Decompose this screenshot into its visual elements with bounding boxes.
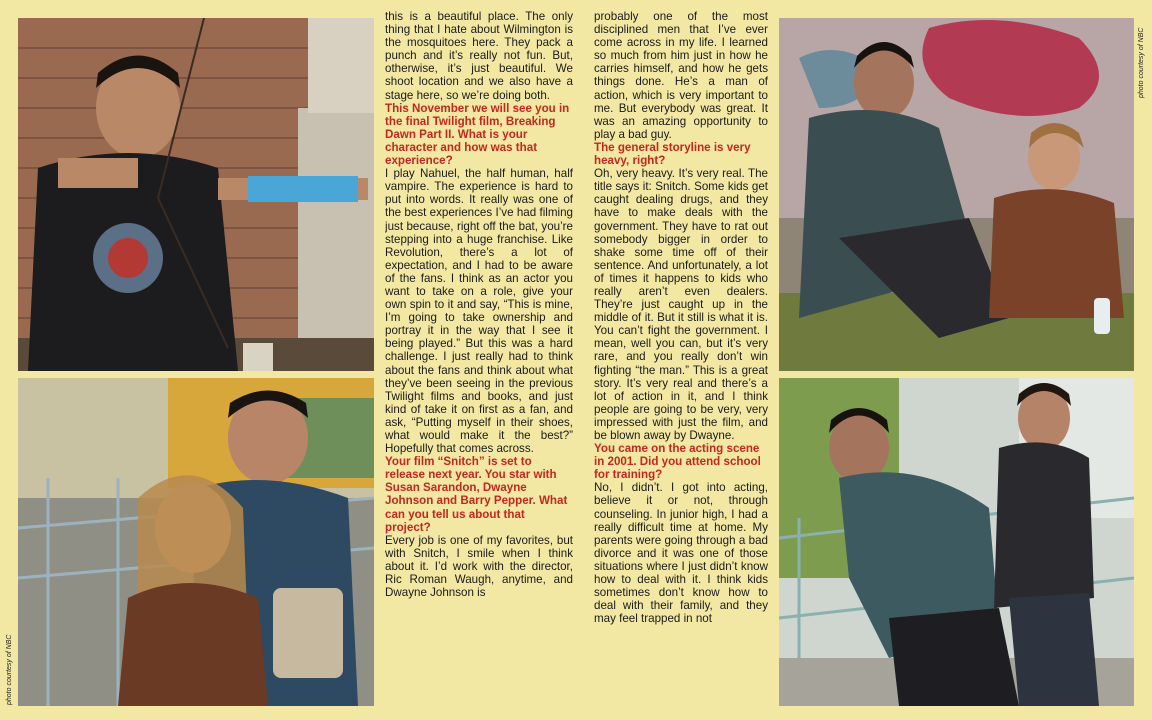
article-column-2 xyxy=(594,10,768,720)
photo-graffiti xyxy=(779,18,1134,371)
interview-question: Your film “Snitch” is set to release next year. You star with Susan Sarandon, Dwayne Johnson and Barry Pepper. What can you tell us about that project? xyxy=(385,455,568,534)
paragraph: Every job is one of my favorites, but with Snitch, I smile when I think about it. I’d work with the director, Ric Roman Waugh, anytime, and Dwayne Johnson is xyxy=(385,533,573,600)
photo-stairs xyxy=(18,378,374,706)
article-column-1 xyxy=(385,10,573,720)
paragraph: Oh, very heavy. It’s very real. The title says it: Snitch. Some kids get caught dealing drugs, and they have to make deals with the government. They have to rat out somebody bigger in order to shake some time off of their sentence. And unfortunately, a lot of times it happens to kids who really aren’t even dealers. They’re just caught up in the middle of it. But it still is what it is. You can’t fight the government. I mean, well you can, but it’s very rare, and you really don’t win fighting “the man.” This is a great story. It’s very real and there’s a lot of action in it, and I think people are going to be very, very impressed with just the film, and be blown away by Dwayne. xyxy=(594,167,768,442)
interview-question: This November we will see you in the final Twilight film, Breaking Dawn Part II. What is your character and how was that experience? xyxy=(385,101,570,168)
photo-archer xyxy=(18,18,374,371)
photo-credit-left: photo courtesy of NBC xyxy=(6,634,13,705)
photo-credit-right: photo courtesy of NBC xyxy=(1138,27,1145,98)
interview-question: You came on the acting scene in 2001. Did you attend school for training? xyxy=(594,442,761,482)
paragraph: probably one of the most disciplined men that I’ve ever come across in my life. I learned so much from him just in how he carries himself, and how he gets things done. He’s a man of action, which is very important to me. But everybody was great. It was an amazing opportunity to play a bad guy. xyxy=(594,10,768,141)
interview-question: The general storyline is very heavy, right? xyxy=(594,140,751,168)
paragraph: this is a beautiful place. The only thing that I hate about Wilmington is the mosquitoes here. They pack a punch and it’s really not fun. But, otherwise, it’s just beautiful. We shoot location and we also have a stage here, so we’re doing both. xyxy=(385,10,573,102)
paragraph: I play Nahuel, the half human, half vampire. The experience is hard to put into words. It really was one of the best experiences I’ve had filming just because, right off the bat, you’re stepping into a huge franchise. Like Revolution, there’s a lot of expectation, and I had to be aware of the fans. I think as an actor you want to take on a role, give your own spin to it and say, “This is mine, I’m going to take ownership and portray it in the way that I see it being played.” But this was a hard challenge. I just really had to think about the fans and think about what they’ve been seeing in the previous Twilight films and books, and just kind of take it on first as a fan, and ask, “Putting myself in their shoes, what would make it the best?” Hopefully that comes across. xyxy=(385,167,573,456)
photo-fight xyxy=(779,378,1134,706)
paragraph: No, I didn’t. I got into acting, believe it or not, through counseling. In junior high, I had a really difficult time at home. My parents were going through a bad divorce and it was one of those situations where I just didn’t know how to deal with it. I think kids sometimes don’t know how to deal with their family, and they may feel trapped in not xyxy=(594,481,768,626)
